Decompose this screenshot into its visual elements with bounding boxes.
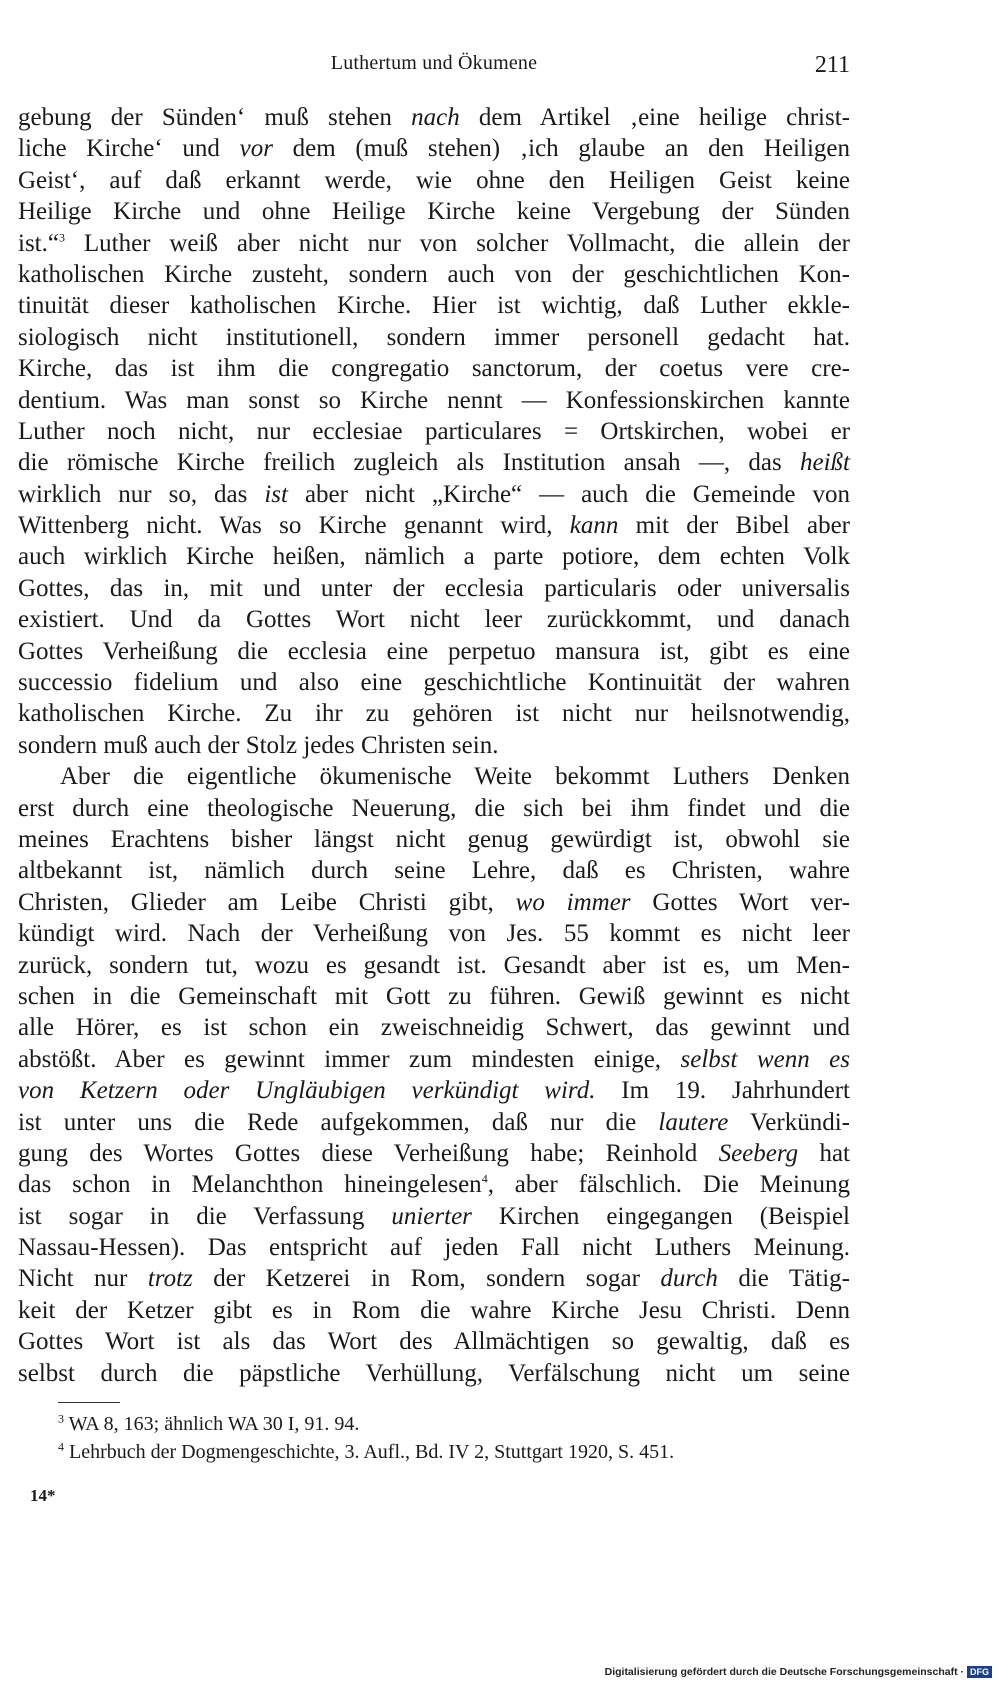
footnote-text: Lehrbuch der Dogmengeschichte, 3. Aufl., Bd. IV 2, Stuttgart 1920, S. 451. [64,1441,675,1463]
text-line [18,667,850,698]
text-segment: der Ketzerei in Rom, sondern sogar [192,1265,661,1293]
emphasis: vor [239,135,273,163]
text-segment: Geist‘, auf daß erkannt werde, wie ohne den Heiligen Geist keine [18,166,850,194]
text-segment: successio fidelium und also eine geschichtliche Kontinuität der wahren [18,669,850,697]
text-segment: Kirche, das ist ihm die congregatio sanctorum, der coetus vere cre- [18,355,850,383]
text-segment: Christen, Glieder am Leibe Christi gibt, [18,888,516,916]
text-segment: , aber fälschlich. Die Meinung [487,1171,850,1199]
text-segment: Kirchen eingegangen (Beispiel [471,1202,850,1230]
emphasis: unierter [391,1202,472,1230]
text-line [18,322,850,353]
text-line [18,510,850,541]
text-line [18,1012,850,1043]
text-line [18,133,850,164]
text-line [18,259,850,290]
text-segment: Gottes, das in, mit und unter der ecclesia particularis oder universalis [18,574,850,602]
text-segment: hat [798,1139,850,1167]
text-segment: Gottes Verheißung die ecclesia eine perpetuo mansura ist, gibt es eine [18,637,850,665]
text-segment: gebung der Sünden‘ muß stehen [18,104,412,131]
text-line [18,793,850,824]
emphasis: wo immer [515,888,631,916]
text-segment: alle Hörer, es ist schon ein zweischneidig Schwert, das gewinnt und [18,1014,850,1042]
text-line [18,918,850,949]
text-segment: Luther noch nicht, nur ecclesiae particulares = Ortskirchen, wobei er [18,417,850,445]
text-line [18,353,850,384]
text-line [18,698,850,729]
text-segment: erst durch eine theologische Neuerung, die sich bei ihm findet und die [18,794,850,822]
text-segment: ist unter uns die Rede aufgekommen, daß nur die [18,1108,659,1136]
text-line [18,636,850,667]
text-line [18,447,850,478]
emphasis: lautere [658,1108,729,1136]
text-segment: dem Artikel ‚eine heilige christ- [459,104,851,131]
text-line [18,290,850,321]
text-segment: siologisch nicht institutionell, sondern immer personell gedacht hat. [18,323,850,351]
emphasis: trotz [147,1265,193,1293]
text-segment: altbekannt ist, nämlich durch seine Lehre, daß es Christen, wahre [18,857,850,885]
text-segment: Gottes Wort ist als das Wort des Allmächtigen so gewaltig, daß es [18,1328,850,1356]
text-segment: Gottes Wort ver- [630,888,850,916]
body-text [18,102,850,1389]
text-line [18,1044,850,1075]
text-segment: keit der Ketzer gibt es in Rom die wahre Kirche Jesu Christi. Denn [18,1296,850,1324]
text-segment: dem (muß stehen) ‚ich glaube an den Heiligen [272,135,850,163]
text-segment: selbst durch die päpstliche Verhüllung, Verfälschung nicht um seine [18,1359,850,1387]
text-segment: mit der Bibel aber [618,512,850,540]
text-segment: Aber die eigentliche ökumenische Weite bekommt Luthers Denken [60,763,850,791]
text-line [18,541,850,572]
text-segment: auch wirklich Kirche heißen, nämlich a parte potiore, dem echten Volk [18,543,850,571]
text-segment: katholischen Kirche zusteht, sondern auch von der geschichtlichen Kon- [18,260,850,288]
dfg-logo-icon: DFG [967,1666,992,1678]
footnote [58,1410,858,1438]
text-segment: kündigt wird. Nach der Verheißung von Jes. 55 kommt es nicht leer [18,920,850,948]
emphasis: durch [660,1265,718,1293]
text-segment: ist sogar in die Verfassung [18,1202,392,1230]
emphasis: selbst wenn es [680,1045,850,1073]
text-segment: existiert. Und da Gottes Wort nicht leer zurückkommt, und danach [18,606,850,634]
footnote [58,1438,858,1466]
credit-text: Digitalisierung gefördert durch die Deutsche Forschungsgemeinschaft · [604,1666,964,1678]
text-segment: meines Erachtens bisher längst nicht genug gewürdigt ist, obwohl sie [18,825,850,853]
text-segment: dentium. Was man sonst so Kirche nennt — Konfessionskirchen kannte [18,386,850,414]
text-line [18,950,850,981]
text-line [18,102,850,133]
emphasis: von Ketzern oder Ungläubigen verkündigt wird. [18,1077,596,1105]
text-segment: Heilige Kirche und ohne Heilige Kirche keine Vergebung der Sünden [18,198,850,226]
text-line [18,730,850,761]
text-segment: gung des Wortes Gottes diese Verheißung habe; Reinhold [18,1139,719,1167]
text-line [18,1358,850,1389]
text-line [18,479,850,510]
emphasis: heißt [800,449,850,477]
footnote-rule [58,1402,120,1403]
text-line [18,196,850,227]
text-line [18,1326,850,1357]
text-segment: aber nicht „Kirche“ — auch die Gemeinde von [287,480,850,508]
text-segment: das schon in Melanchthon hineingelesen [18,1171,482,1199]
text-line [18,1263,850,1294]
text-line [18,761,850,792]
digitization-credit [605,1666,992,1678]
text-segment: Nassau-Hessen). Das entspricht auf jeden Fall nicht Luthers Meinung. [18,1234,850,1262]
text-segment: die römische Kirche freilich zugleich als Institution ansah —, das [18,449,800,477]
text-segment: katholischen Kirche. Zu ihr zu gehören ist nicht nur heilsnotwendig, [18,700,850,728]
page-header [18,48,850,84]
text-line [18,1201,850,1232]
text-line [18,416,850,447]
text-line [18,855,850,886]
text-segment: Wittenberg nicht. Was so Kirche genannt wird, [18,512,570,540]
text-segment: tinuität dieser katholischen Kirche. Hier ist wichtig, daß Luther ekkle- [18,292,850,320]
footnote-ref: 4 [481,1171,488,1186]
text-line [18,1295,850,1326]
text-segment: Verkündi- [728,1108,850,1136]
footnote-text: WA 8, 163; ähnlich WA 30 I, 91. 94. [64,1413,360,1435]
text-segment: Nicht nur [18,1265,148,1293]
footnote-mark: 3 [58,1411,64,1426]
text-segment: die Tätig- [717,1265,850,1293]
text-line [18,573,850,604]
text-segment: Im 19. Jahrhundert [595,1077,850,1105]
signature-mark: 14* [30,1486,56,1505]
text-line [18,1138,850,1169]
text-line [18,165,850,196]
text-line [18,824,850,855]
text-line [18,887,850,918]
text-line [18,1075,850,1106]
footnotes [58,1410,858,1466]
text-segment: abstößt. Aber es gewinnt immer zum mindesten einige, [18,1045,681,1073]
text-line [18,1107,850,1138]
footnote-mark: 4 [58,1439,64,1454]
text-segment: schen in die Gemeinschaft mit Gott zu führen. Gewiß gewinnt es nicht [18,982,850,1010]
emphasis: nach [411,104,460,131]
text-segment: Luther weiß aber nicht nur von solcher Vollmacht, die allein der [64,229,850,257]
text-segment: liche Kirche‘ und [18,135,240,163]
text-line [18,604,850,635]
text-line [18,1169,850,1200]
emphasis: ist [264,480,288,508]
footnote-ref: 3 [58,230,65,245]
text-segment: sondern muß auch der Stolz jedes Christen sein. [18,731,499,759]
text-line [18,1232,850,1263]
emphasis: Seeberg [718,1139,799,1167]
text-line [18,385,850,416]
text-line [18,981,850,1012]
emphasis: kann [569,512,619,540]
running-title: Luthertum und Ökumene [330,52,538,74]
page-number: 211 [814,52,850,78]
text-segment: ist.“ [18,229,59,257]
text-segment: wirklich nur so, das [18,480,265,508]
text-line [18,228,850,259]
text-segment: zurück, sondern tut, wozu es gesandt ist. Gesandt aber ist es, um Men- [18,951,850,979]
